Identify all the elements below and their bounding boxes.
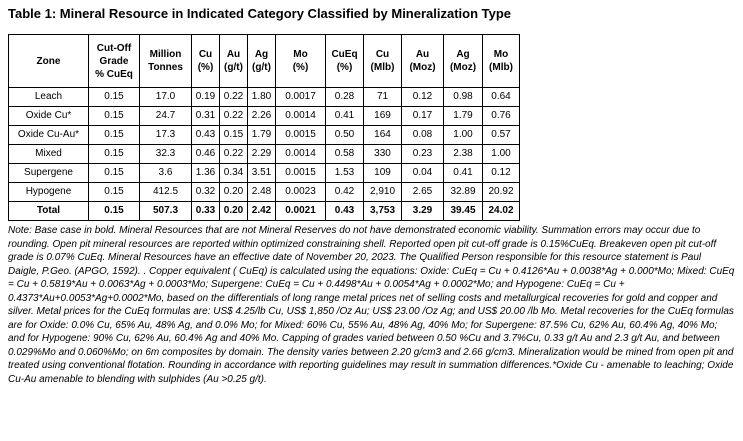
value-cell: 0.08 <box>402 126 444 145</box>
value-cell: 0.41 <box>326 107 364 126</box>
zone-cell: Mixed <box>9 145 89 164</box>
value-cell: 412.5 <box>140 183 192 202</box>
value-cell: 0.46 <box>192 145 220 164</box>
value-cell: 0.34 <box>220 164 248 183</box>
column-header-line: Mo <box>293 49 308 60</box>
value-cell: 0.33 <box>192 202 220 221</box>
value-cell: 0.20 <box>220 202 248 221</box>
value-cell: 0.15 <box>89 183 140 202</box>
column-header-line: % CuEq <box>95 68 133 80</box>
column-header-line: (Moz) <box>449 62 477 73</box>
value-cell: 1.80 <box>248 88 276 107</box>
value-cell: 0.31 <box>192 107 220 126</box>
mineral-resource-table <box>8 34 520 221</box>
value-cell: 24.02 <box>483 202 520 221</box>
column-header-line: Mo <box>493 49 509 60</box>
value-cell: 17.3 <box>140 126 192 145</box>
value-cell: 32.3 <box>140 145 192 164</box>
value-cell: 0.43 <box>326 202 364 221</box>
value-cell: 1.36 <box>192 164 220 183</box>
column-header-line: Ag <box>254 49 269 60</box>
value-cell: 0.19 <box>192 88 220 107</box>
value-cell: 0.32 <box>192 183 220 202</box>
table-row <box>9 145 520 164</box>
column-header <box>276 35 326 88</box>
value-cell: 39.45 <box>444 202 483 221</box>
value-cell: 0.15 <box>89 107 140 126</box>
table-row <box>9 88 520 107</box>
value-cell: 71 <box>364 88 402 107</box>
column-header-line: Cu <box>375 49 390 60</box>
value-cell: 164 <box>364 126 402 145</box>
value-cell: 0.58 <box>326 145 364 164</box>
footnote: Note: Base case in bold. Mineral Resources that are not Mineral Reserves do not have demonstrated economic viability. Summation errors may occur due to rounding. Open pit mineral resources are reported within optimized constraining shell. Reported open pit cut-off grade is 0.15%CuEq. Breakeven open pit cut-off grade is 0.07% CuEq. Mineral Resources have an effective date of November 20, 2023. The Qualified Person responsible for this resource statement is Paul Daigle, P.Geo. (APGO, 1592). . Copper equivalent ( CuEq) is calculated using the equations: Oxide: CuEq = Cu + 0.4126*Au + 0.0038*Ag + 0.000*Mo; Mixed: CuEq = Cu + 0.5819*Au + 0.0063*Ag + 0.0003*Mo; Supergene: CuEq = Cu + 0.4498*Au + 0.0054*Ag + 0.0002*Mo; and Hypogene: CuEq = Cu + 0.4373*Au+0.0053*Ag+0.0002*Mo, based on the differentials of long range metal prices net of selling costs and metallurgical recoveries for gold and copper and silver. Metal prices for the CuEq formulas are: US$ 4.25/lb Cu, US$ 1,850 /Oz Au; US$ 23.00 /Oz Ag; and US$ 20.00 /lb Mo. Metal recoveries for the CuEq formulas are for Oxide: 0.0% Cu, 65% Au, 48% Ag, and 0.0% Mo; for Mixed: 60% Cu, 55% Au, 48% Ag, 40% Mo; for Supergene: 87.5% Cu, 62% Au, 60.4% Ag, 40% Mo; and for Hypogene: 90% Cu, 62% Au, 60.4% Ag and 40% Mo. Capping of grades varied between 0.50 %Cu and 3.7%Cu, 0.33 g/t Au and 2.3 g/t Au, and between 0.029%Mo and 0.060%Mo; on 6m composites by domain. The density varies between 2.20 g/cm3 and 2.66 g/cm3. Mineralization would be mined from open pit and treated using conventional flotation. Rounding in accordance with reporting guidelines may result in summation differences.*Oxide Cu - amenable to leaching; Oxide Cu-Au amenable to blending with sulphides (Au >0.25 g/t). <box>8 225 735 385</box>
value-cell: 24.7 <box>140 107 192 126</box>
zone-cell: Supergene <box>9 164 89 183</box>
zone-cell: Oxide Cu-Au* <box>9 126 89 145</box>
value-cell: 2.38 <box>444 145 483 164</box>
column-header-line: CuEq <box>331 49 358 60</box>
column-header <box>220 35 248 88</box>
column-header-line: (g/t) <box>252 62 271 73</box>
column-header <box>364 35 402 88</box>
table-row <box>9 107 520 126</box>
value-cell: 0.57 <box>483 126 520 145</box>
value-cell: 0.17 <box>402 107 444 126</box>
table-title: Table 1: Mineral Resource in Indicated Category Classified by Mineralization Type <box>8 6 512 21</box>
zone-cell: Total <box>9 202 89 221</box>
value-cell: 0.28 <box>326 88 364 107</box>
column-header <box>444 35 483 88</box>
value-cell: 0.98 <box>444 88 483 107</box>
value-cell: 0.15 <box>89 164 140 183</box>
value-cell: 2.42 <box>248 202 276 221</box>
total-row <box>9 202 520 221</box>
value-cell: 3.51 <box>248 164 276 183</box>
column-header-line: (%) <box>197 62 214 73</box>
value-cell: 109 <box>364 164 402 183</box>
value-cell: 0.04 <box>402 164 444 183</box>
value-cell: 0.64 <box>483 88 520 107</box>
value-cell: 0.15 <box>89 88 140 107</box>
value-cell: 0.15 <box>220 126 248 145</box>
column-header <box>248 35 276 88</box>
column-header <box>326 35 364 88</box>
value-cell: 2.29 <box>248 145 276 164</box>
column-header <box>89 35 140 88</box>
zone-cell: Leach <box>9 88 89 107</box>
value-cell: 0.41 <box>444 164 483 183</box>
value-cell: 330 <box>364 145 402 164</box>
value-cell: 0.22 <box>220 145 248 164</box>
column-header-line: (%) <box>292 62 309 73</box>
value-cell: 0.0017 <box>276 88 326 107</box>
value-cell: 0.0023 <box>276 183 326 202</box>
value-cell: 2,910 <box>364 183 402 202</box>
value-cell: 1.00 <box>483 145 520 164</box>
value-cell: 0.0014 <box>276 107 326 126</box>
column-header-line: (g/t) <box>224 62 243 73</box>
value-cell: 2.48 <box>248 183 276 202</box>
value-cell: 169 <box>364 107 402 126</box>
value-cell: 20.92 <box>483 183 520 202</box>
value-cell: 0.12 <box>402 88 444 107</box>
value-cell: 0.0015 <box>276 164 326 183</box>
value-cell: 17.0 <box>140 88 192 107</box>
value-cell: 0.23 <box>402 145 444 164</box>
value-cell: 0.0015 <box>276 126 326 145</box>
column-header-line: Million <box>149 49 182 60</box>
column-header <box>483 35 520 88</box>
value-cell: 3.6 <box>140 164 192 183</box>
value-cell: 0.12 <box>483 164 520 183</box>
value-cell: 0.76 <box>483 107 520 126</box>
column-header <box>192 35 220 88</box>
column-header-line: Ag <box>456 49 470 60</box>
value-cell: 0.15 <box>89 126 140 145</box>
column-header <box>140 35 192 88</box>
column-header-line: Grade <box>99 55 129 67</box>
value-cell: 0.22 <box>220 107 248 126</box>
column-header <box>9 35 89 88</box>
value-cell: 1.53 <box>326 164 364 183</box>
column-header-line: (%) <box>336 62 353 73</box>
value-cell: 507.3 <box>140 202 192 221</box>
value-cell: 2.65 <box>402 183 444 202</box>
table-row <box>9 183 520 202</box>
value-cell: 0.15 <box>89 145 140 164</box>
value-cell: 0.50 <box>326 126 364 145</box>
value-cell: 0.0021 <box>276 202 326 221</box>
value-cell: 0.20 <box>220 183 248 202</box>
value-cell: 1.00 <box>444 126 483 145</box>
column-header-line: Au <box>415 49 430 60</box>
zone-cell: Oxide Cu* <box>9 107 89 126</box>
value-cell: 2.26 <box>248 107 276 126</box>
value-cell: 32.89 <box>444 183 483 202</box>
value-cell: 1.79 <box>444 107 483 126</box>
value-cell: 0.15 <box>89 202 140 221</box>
column-header-line: Cut-Off <box>96 42 132 54</box>
column-header-line: Tonnes <box>148 62 183 73</box>
value-cell: 0.42 <box>326 183 364 202</box>
column-header-line: Cu <box>198 49 213 60</box>
table-header-row <box>9 35 520 88</box>
value-cell: 3,753 <box>364 202 402 221</box>
column-header-line: Au <box>226 49 241 60</box>
zone-cell: Hypogene <box>9 183 89 202</box>
column-header-line: Zone <box>36 55 61 67</box>
value-cell: 1.79 <box>248 126 276 145</box>
table-row <box>9 126 520 145</box>
column-header <box>402 35 444 88</box>
table-row <box>9 164 520 183</box>
column-header-line: (Moz) <box>409 62 436 73</box>
value-cell: 0.22 <box>220 88 248 107</box>
value-cell: 3.29 <box>402 202 444 221</box>
column-header-line: (Mlb) <box>489 62 513 73</box>
column-header-line: (Mlb) <box>370 62 395 73</box>
value-cell: 0.0014 <box>276 145 326 164</box>
value-cell: 0.43 <box>192 126 220 145</box>
